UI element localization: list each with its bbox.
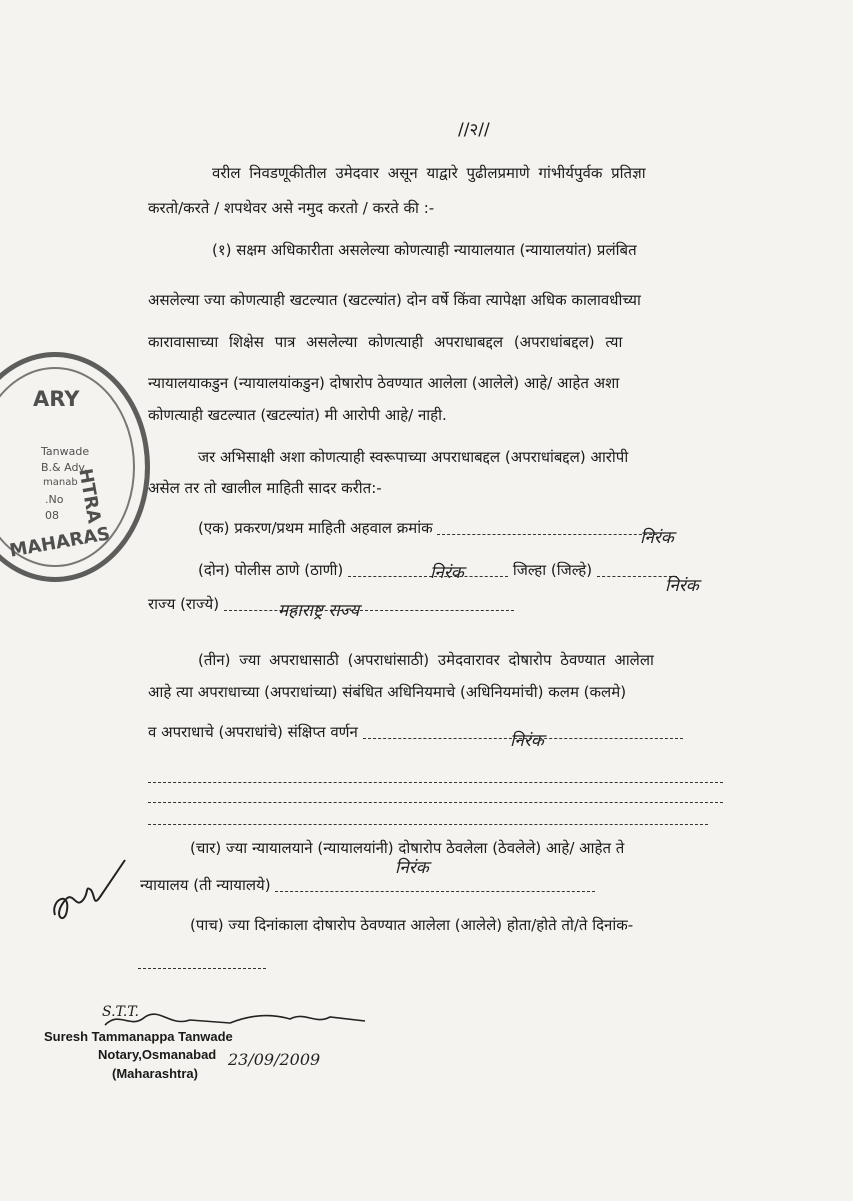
- stamp-bottom-text: MAHARAS: [7, 523, 112, 562]
- item-pach-blank: [138, 956, 266, 969]
- item-ek-blank: [437, 522, 657, 535]
- para2-line5: कोणत्याही खटल्यात (खटल्यांत) मी आरोपी आहे/ नाही.: [148, 406, 447, 424]
- stamp-top-text: ARY: [33, 387, 80, 411]
- notary-initials: S.T.T.: [102, 1004, 140, 1020]
- stamp-line-2: B.& Adv.: [41, 461, 88, 474]
- item-char-label: न्यायालय (ती न्यायालये): [140, 876, 271, 894]
- item-ek-answer: निरंक: [640, 528, 674, 548]
- item-don-answer: निरंक: [430, 563, 464, 583]
- stamp-line-4: .No: [45, 493, 64, 506]
- notary-state: (Maharashtra): [112, 1066, 198, 1081]
- item-teen-answer: निरंक: [510, 731, 544, 751]
- para2-line2: असलेल्या ज्या कोणत्याही खटल्यात (खटल्यांत) दोन वर्षे किंवा त्यापेक्षा अधिक कालावधीच्या: [148, 291, 641, 309]
- blank-line-3: [148, 812, 708, 825]
- item-pach-line1: (पाच) ज्या दिनांकाला दोषारोप ठेवण्यात आलेला (आलेले) होता/होते तो/ते दिनांक-: [190, 916, 634, 934]
- para3-line1: जर अभिसाक्षी अशा कोणत्याही स्वरूपाच्या अपराधाबद्दल (अपराधांबद्दल) आरोपी: [198, 448, 629, 466]
- item-ek-label: (एक) प्रकरण/प्रथम माहिती अहवाल क्रमांक: [198, 519, 433, 537]
- para2-line3: कारावासाच्या शिक्षेस पात्र असलेल्या कोणत्याही अपराधाबद्दल (अपराधांबद्दल) त्या: [148, 333, 623, 351]
- item-char-answer: निरंक: [395, 858, 429, 878]
- notary-name: Suresh Tammanappa Tanwade: [44, 1029, 233, 1044]
- para1-line1: वरील निवडणूकीतील उमेदवार असून याद्वारे पुढीलप्रमाणे गांभीर्यपुर्वक प्रतिज्ञा: [212, 164, 646, 182]
- item-rajya-answer: महाराष्ट्र राज्य: [278, 601, 360, 621]
- item-teen-label: व अपराधाचे (अपराधांचे) संक्षिप्त वर्णन: [148, 723, 358, 741]
- margin-initials-signature: [45, 855, 135, 935]
- item-teen-line3: [148, 722, 683, 742]
- item-rajya-label: राज्य (राज्ये): [148, 595, 220, 613]
- item-char-blank: [275, 879, 595, 892]
- notary-date: 23/09/2009: [228, 1050, 321, 1069]
- item-jilha-label: जिल्हा (जिल्हे): [512, 561, 593, 579]
- item-teen-line2: आहे त्या अपराधाच्या (अपराधांच्या) संबंधित अधिनियमाचे (अधिनियमांची) कलम (कलमे): [148, 683, 627, 701]
- blank-line-2: [148, 790, 723, 803]
- item-char-line2: [140, 875, 595, 895]
- item-rajya-blank: [224, 598, 514, 611]
- stamp-line-1: Tanwade: [41, 445, 90, 458]
- item-don-label: (दोन) पोलीस ठाणे (ठाणी): [198, 561, 344, 579]
- para2-line1: (१) सक्षम अधिकारीता असलेल्या कोणत्याही न्यायालयात (न्यायालयांत) प्रलंबित: [212, 241, 637, 259]
- para1-line2: करतो/करते / शपथेवर असे नमुद करतो / करते की :-: [148, 199, 435, 217]
- para3-line2: असेल तर तो खालील माहिती सादर करीत:-: [148, 479, 382, 497]
- item-teen-line1: (तीन) ज्या अपराधासाठी (अपराधांसाठी) उमेदवारावर दोषारोप ठेवण्यात आलेला: [198, 651, 654, 669]
- item-ek: [198, 518, 657, 538]
- stamp-line-5: 08: [45, 509, 59, 522]
- blank-line-1: [148, 770, 723, 783]
- notary-title: Notary,Osmanabad: [98, 1047, 217, 1062]
- item-don-blank: [348, 564, 508, 577]
- stamp-right-text: HTRA: [74, 467, 105, 525]
- item-char-line1: (चार) ज्या न्यायालयाने (न्यायालयांनी) दोषारोप ठेवलेला (ठेवलेले) आहे/ आहेत ते: [190, 839, 625, 857]
- stamp-line-3: manab: [43, 477, 78, 488]
- page-number: //२//: [458, 120, 490, 140]
- para2-line4: न्यायालयाकडुन (न्यायालयांकडुन) दोषारोप ठेवण्यात आलेला (आलेले) आहे/ आहेत अशा: [148, 374, 620, 392]
- notary-stamp: [0, 352, 150, 582]
- item-jilha-answer: निरंक: [665, 576, 699, 596]
